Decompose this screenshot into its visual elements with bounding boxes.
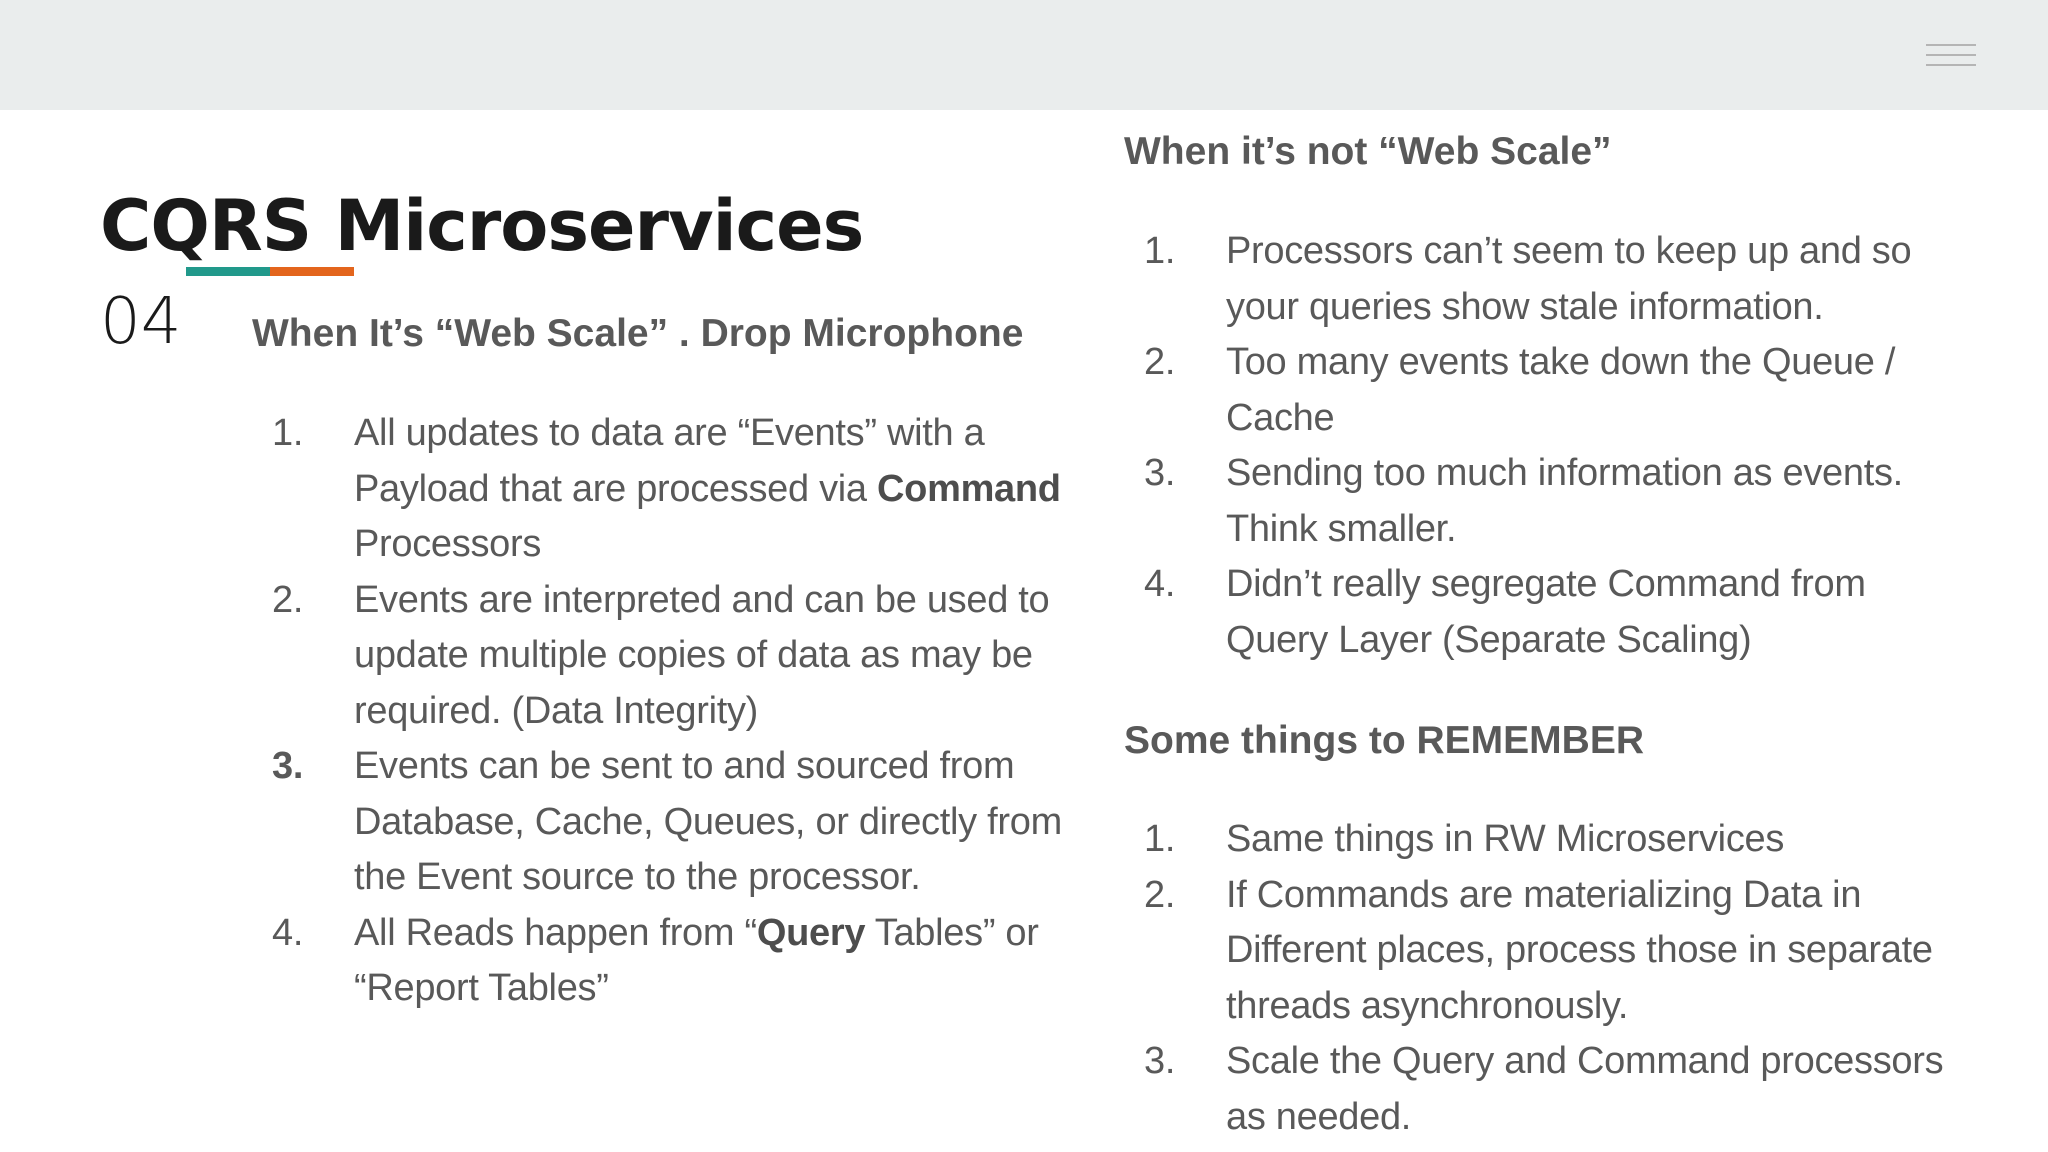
list-item — [1144, 224, 1964, 335]
list-item — [1144, 868, 1964, 1035]
list-item — [272, 739, 1092, 906]
list-item-text: All updates to data are “Events” with a Payload that are processed via Command Processors — [354, 412, 1061, 565]
list-item — [272, 406, 1092, 573]
slide-subtitle: When It’s “Web Scale” . Drop Microphone — [252, 312, 1024, 355]
list-item-text: If Commands are materializing Data in Different places, process those in separate threads asynchronously. — [1226, 873, 1933, 1027]
list-item-number: 4. — [1144, 563, 1176, 605]
list-item-number: 1. — [1144, 230, 1176, 272]
list-item-number: 3. — [272, 745, 304, 787]
hamburger-menu-icon[interactable] — [1926, 44, 1976, 66]
list-item-number: 2. — [1144, 873, 1176, 916]
list-item — [1144, 446, 1964, 557]
list-item-text: All Reads happen from “Query Tables” or “Report Tables” — [354, 911, 1039, 1009]
remember-list — [1144, 812, 1964, 1145]
list-item-number: 3. — [1144, 1040, 1176, 1082]
list-item — [1144, 557, 1964, 668]
header-band — [0, 0, 2048, 110]
section-heading-not-web-scale: When it’s not “Web Scale” — [1124, 130, 1612, 173]
section-heading-remember: Some things to REMEMBER — [1124, 719, 1645, 762]
not-web-scale-list — [1144, 224, 1964, 668]
title-underline-teal — [186, 267, 270, 276]
list-item — [1144, 335, 1964, 446]
left-numbered-list — [272, 406, 1092, 1017]
list-item-text: Scale the Query and Command processors as needed. — [1226, 1040, 1944, 1138]
list-item — [272, 573, 1092, 740]
title-underline-orange — [270, 267, 354, 276]
list-item-number: 4. — [272, 911, 304, 954]
list-item-text: Sending too much information as events. Think smaller. — [1226, 452, 1903, 550]
list-item-text: Events are interpreted and can be used to update multiple copies of data as may be required. (Data Integrity) — [354, 578, 1050, 732]
list-item-text: Same things in RW Microservices — [1226, 818, 1785, 860]
list-item-text: Didn’t really segregate Command from Query Layer (Separate Scaling) — [1226, 563, 1866, 661]
list-item-text: Processors can’t seem to keep up and so your queries show stale information. — [1226, 230, 1912, 328]
list-item-number: 1. — [1144, 818, 1176, 860]
list-item-number: 2. — [1144, 341, 1176, 383]
list-item — [1144, 1034, 1964, 1145]
list-item — [272, 906, 1092, 1017]
list-item-number: 2. — [272, 578, 304, 621]
list-item-text: Events can be sent to and sourced from Database, Cache, Queues, or directly from the Event source to the processor. — [354, 745, 1062, 898]
list-item-text: Too many events take down the Queue / Cache — [1226, 341, 1896, 439]
list-item-number: 3. — [1144, 452, 1176, 494]
list-item-number: 1. — [272, 412, 304, 454]
slide-title: CQRS Microservices — [100, 185, 864, 267]
list-item — [1144, 812, 1964, 868]
slide-number: 04 — [100, 285, 182, 359]
